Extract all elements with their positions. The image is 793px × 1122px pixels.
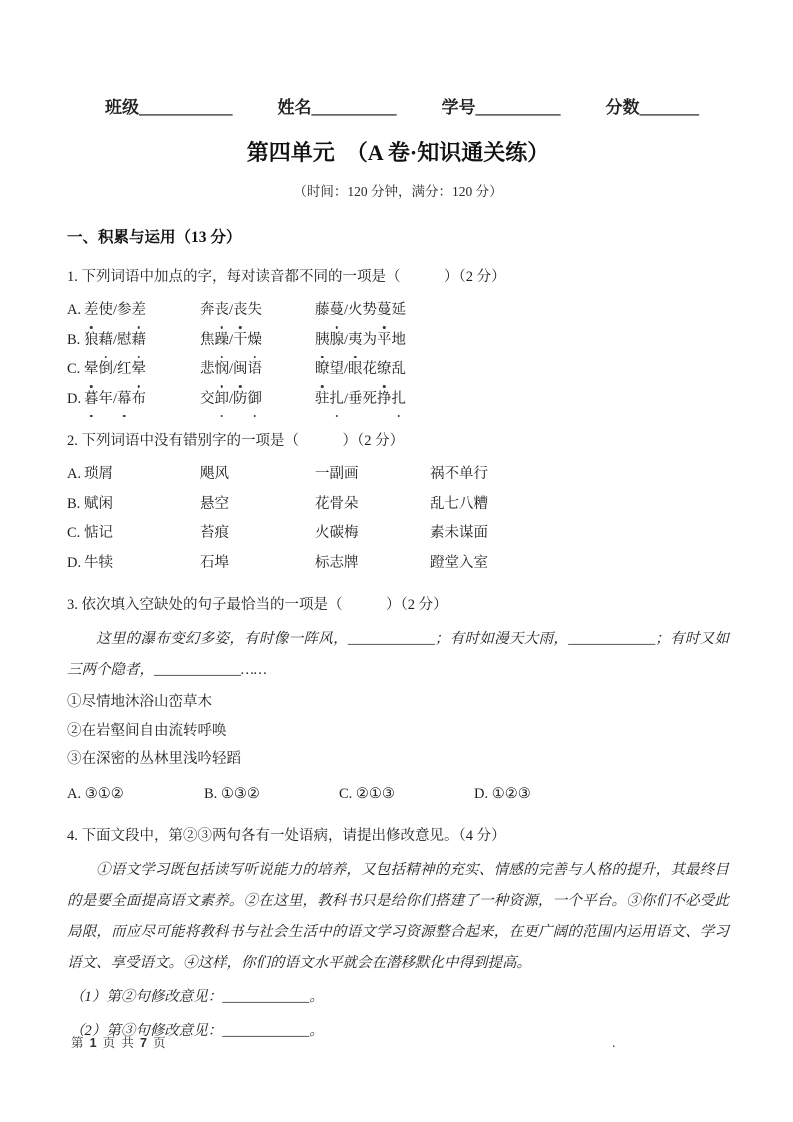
word-pair: 瞭望/眼花缭乱: [315, 355, 729, 385]
score-label: 分数: [605, 98, 640, 117]
class-label: 班级: [105, 98, 139, 117]
q3-choices: [67, 780, 729, 810]
section-heading: 一、积累与运用（13 分）: [67, 229, 242, 246]
q4-stem: 4. 下面文段中，第②③两句各有一处语病，请提出修改意见。（4 分）: [67, 828, 506, 844]
score-field: [606, 96, 700, 120]
q1-stem: 1. 下列词语中加点的字，每对读音都不同的一项是（ ）（2 分）: [67, 269, 506, 285]
q3-sentence-3: ③在深密的丛林里浅吟轻蹈: [67, 751, 241, 767]
word-pair: 晕倒/红晕: [84, 355, 200, 385]
q1-option-a: [67, 296, 729, 326]
q1-options: [67, 296, 729, 414]
word-pair: 奔丧/丧失: [200, 296, 315, 326]
word-pair: 暮年/幕布: [84, 385, 200, 415]
q3-passage: 这里的瀑布变幻多姿，有时像一阵风，____________；有时如漫天大雨，____________；有时又如三两个隐者，____________……: [67, 631, 729, 678]
current-page: 1: [89, 1036, 99, 1050]
class-blank: ___________: [139, 98, 233, 117]
word-pair: 胰腺/夷为平地: [315, 326, 729, 356]
q3-choice-c: C. ②①③: [339, 785, 395, 802]
word-pair: 藤蔓/火势蔓延: [315, 296, 729, 326]
class-field: [105, 96, 233, 120]
paper-title: 第四单元 （A 卷·知识通关练）: [246, 140, 550, 165]
total-pages: 7: [139, 1036, 149, 1050]
word-pair: 焦躁/干燥: [200, 326, 315, 356]
name-blank: __________: [311, 98, 397, 117]
word: 蹬堂入室: [430, 554, 488, 571]
student-info-row: [67, 96, 729, 120]
q2-stem: 2. 下列词语中没有错别字的一项是（ ）（2 分）: [67, 433, 405, 449]
word: 琐屑: [84, 466, 113, 482]
word: 苔痕: [200, 525, 229, 541]
q3-choice-b: B. ①③②: [204, 785, 260, 802]
q1-option-b: [67, 326, 729, 356]
option-letter: C.: [67, 525, 81, 541]
word: 惦记: [84, 525, 113, 541]
page-number-text: 页 共: [98, 1036, 140, 1050]
student-id-label: 学号: [441, 98, 476, 117]
q2-option-d: [67, 549, 729, 579]
word: 牛犊: [84, 554, 113, 571]
word: 石埠: [200, 554, 229, 571]
option-letter: D.: [67, 390, 82, 407]
option-letter: A.: [67, 466, 82, 482]
word: 一副画: [315, 466, 359, 482]
option-letter: B.: [67, 331, 81, 348]
q3-choice-d: D. ①②③: [474, 785, 531, 802]
q1-option-c: [67, 355, 729, 385]
page-number-text: 第: [71, 1036, 90, 1050]
word: 标志牌: [315, 554, 359, 571]
option-letter: B.: [67, 495, 81, 512]
q1-option-d: [67, 385, 729, 415]
q4-passage: ①语文学习既包括读写听说能力的培养，又包括精神的充实、情感的完善与人格的提升，其最终目的是要全面提高语文素养。②在这里，教科书只是给你们搭建了一种资源，一个平台。③你们不必受此局限，而应尽可能将教科书与社会生活中的语文学习资源整合起来，在更广阔的范围内运用语文、学习语文、享受语文。④这样，你们的语文水平就会在潜移默化中得到提高。: [67, 862, 729, 971]
student-id-field: [442, 96, 561, 120]
page-number-text: 页: [148, 1036, 168, 1050]
name-field: [278, 96, 397, 120]
option-letter: D.: [67, 554, 82, 571]
word-pair: 交卸/防御: [200, 385, 315, 415]
q3-stem: 3. 依次填入空缺处的句子最恰当的一项是（ ）（2 分）: [67, 597, 448, 613]
word-pair: 悲悯/闽语: [200, 355, 315, 385]
q4-blank-1: （1）第②句修改意见：____________。: [70, 989, 324, 1005]
q2-option-b: [67, 490, 729, 520]
q2-option-a: [67, 460, 729, 490]
q2-option-c: [67, 519, 729, 549]
word: 飓风: [200, 466, 229, 482]
name-label: 姓名: [277, 98, 312, 117]
word: 火碳梅: [315, 525, 359, 541]
q3-sentence-1: ①尽情地沐浴山峦草木: [67, 694, 212, 710]
word: 花骨朵: [315, 495, 359, 512]
q3-numbered-sentences: [67, 688, 729, 774]
word: 悬空: [200, 495, 229, 512]
option-letter: A.: [67, 302, 82, 318]
word: 素未谋面: [430, 525, 488, 541]
q2-options: [67, 460, 729, 578]
q3-choice-a: A. ③①②: [67, 785, 124, 802]
student-id-blank: __________: [475, 98, 561, 117]
time-score-note: （时间：120 分钟，满分：120 分）: [293, 184, 503, 199]
word-pair: 驻扎/垂死挣扎: [315, 385, 729, 415]
q4-blank-2: （2）第③句修改意见：____________。: [70, 1022, 324, 1039]
word: 乱七八糟: [430, 495, 488, 512]
option-letter: C.: [67, 361, 81, 377]
q3-sentence-2: ②在岩壑间自由流转呼唤: [67, 722, 227, 739]
page-number: [71, 1033, 167, 1051]
word: 赋闲: [84, 495, 113, 512]
word: 祸不单行: [430, 466, 488, 482]
stray-ink-mark: .: [612, 1036, 616, 1051]
word-pair: 狼藉/慰藉: [84, 326, 200, 356]
score-blank: _______: [639, 98, 699, 117]
word-pair: 差使/参差: [84, 296, 200, 326]
